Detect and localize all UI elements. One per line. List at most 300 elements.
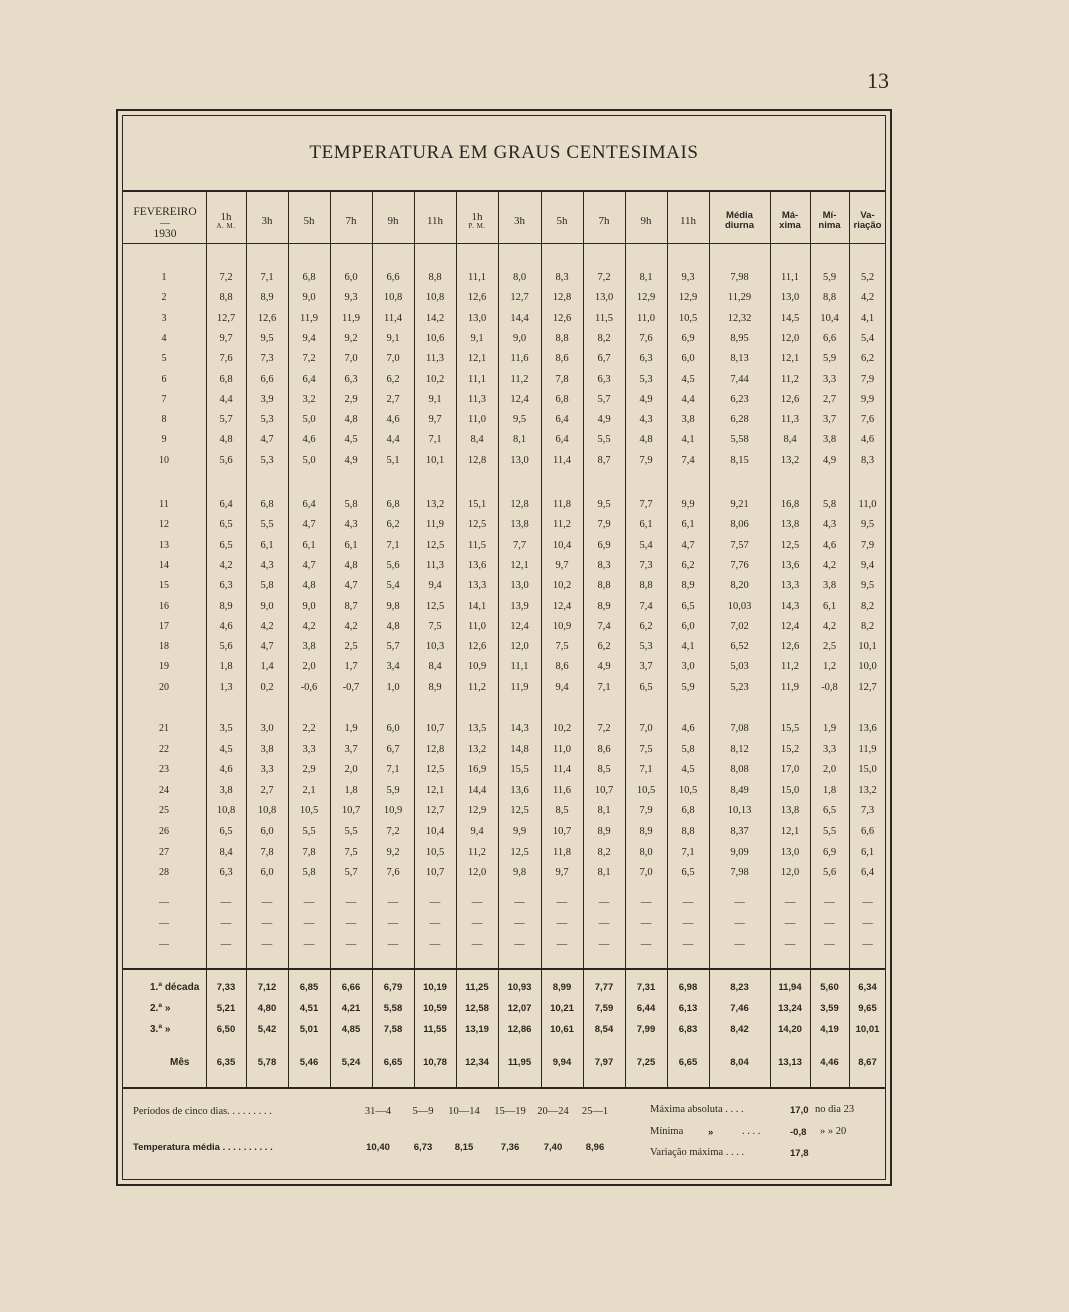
column-divider bbox=[414, 192, 415, 1087]
value-cell: 7,5 bbox=[639, 744, 653, 755]
value-cell: 4,8 bbox=[344, 414, 358, 425]
column-divider bbox=[206, 192, 207, 1087]
value-cell: 9,5 bbox=[512, 414, 527, 425]
value-cell: 2,7 bbox=[260, 785, 274, 796]
value-cell: 13,6 bbox=[510, 785, 529, 796]
value-cell: 10,9 bbox=[552, 621, 572, 632]
value-cell: 6,4 bbox=[555, 434, 569, 445]
summary-value: 8,67 bbox=[858, 1057, 877, 1068]
value-cell: — bbox=[220, 897, 232, 908]
value-cell: 13,3 bbox=[467, 580, 487, 591]
value-cell: 11,2 bbox=[468, 682, 486, 693]
value-cell: 14,3 bbox=[510, 723, 529, 734]
value-cell: — bbox=[640, 897, 652, 908]
month-header bbox=[124, 206, 206, 242]
value-cell: 4,9 bbox=[822, 455, 837, 466]
page-number: 13 bbox=[867, 68, 889, 93]
value-cell: 15,5 bbox=[780, 723, 800, 734]
value-cell: 8,0 bbox=[512, 272, 527, 283]
value-cell: 5,5 bbox=[597, 434, 611, 445]
value-cell: 3,7 bbox=[822, 414, 837, 425]
value-cell: 13,2 bbox=[858, 785, 877, 796]
value-cell: 7,8 bbox=[302, 847, 316, 858]
value-cell: 10,9 bbox=[383, 805, 403, 816]
value-cell: 13,0 bbox=[594, 292, 614, 303]
value-cell: 7,7 bbox=[639, 499, 653, 510]
day-cell: 6 bbox=[161, 374, 167, 385]
value-cell: 13,5 bbox=[467, 723, 487, 734]
column-header-main: Mí- bbox=[822, 209, 837, 221]
value-cell: 7,2 bbox=[597, 272, 611, 283]
value-cell: 6,5 bbox=[639, 682, 653, 693]
value-cell: 8,3 bbox=[597, 560, 611, 571]
value-cell: 10,7 bbox=[552, 826, 572, 837]
period-mean: 8,96 bbox=[585, 1142, 605, 1153]
value-cell: 13,8 bbox=[780, 519, 800, 530]
summary-value: 6,35 bbox=[216, 1057, 236, 1068]
value-cell: 9,9 bbox=[681, 499, 695, 510]
value-cell: 7,3 bbox=[639, 560, 653, 571]
value-cell: -0,8 bbox=[821, 682, 838, 693]
value-cell: — bbox=[471, 918, 483, 929]
value-cell: 12,0 bbox=[780, 333, 800, 344]
value-cell: 12,6 bbox=[257, 313, 277, 324]
value-cell: 17,0 bbox=[780, 764, 800, 775]
value-cell: 13,0 bbox=[780, 292, 800, 303]
value-cell: 11,4 bbox=[553, 764, 571, 775]
value-cell: 4,2 bbox=[860, 292, 875, 303]
table-row bbox=[0, 678, 1069, 698]
day-cell: — bbox=[159, 918, 169, 929]
summary-value: 4,46 bbox=[820, 1057, 839, 1068]
value-cell: 6,3 bbox=[639, 353, 653, 364]
summary-label: 3.ª » bbox=[150, 1024, 171, 1035]
value-cell: 6,5 bbox=[219, 519, 233, 530]
value-cell: 3,8 bbox=[822, 434, 837, 445]
value-cell: 7,98 bbox=[730, 272, 749, 283]
value-cell: 7,1 bbox=[260, 272, 274, 283]
value-cell: — bbox=[682, 939, 694, 950]
summary-value: 7,12 bbox=[257, 982, 277, 993]
value-cell: 11,0 bbox=[637, 313, 655, 324]
value-cell: 7,5 bbox=[428, 621, 442, 632]
column-header bbox=[288, 200, 330, 242]
day-cell: 12 bbox=[159, 519, 169, 530]
column-header-main: 1h bbox=[220, 211, 232, 224]
value-cell: — bbox=[556, 918, 568, 929]
summary-value: 4,21 bbox=[341, 1003, 361, 1014]
value-cell: — bbox=[824, 897, 835, 908]
value-cell: 10,3 bbox=[425, 641, 445, 652]
value-cell: 6,4 bbox=[555, 414, 569, 425]
value-cell: 9,3 bbox=[344, 292, 358, 303]
value-cell: 5,8 bbox=[681, 744, 695, 755]
summary-row bbox=[0, 978, 1069, 998]
summary-value: 8,54 bbox=[594, 1024, 614, 1035]
value-cell: — bbox=[303, 939, 315, 950]
summary-value: 11,94 bbox=[778, 982, 802, 993]
periods-label: Períodos de cinco dias. . . . . . . . . bbox=[133, 1106, 272, 1117]
value-cell: 2,2 bbox=[302, 723, 316, 734]
value-cell: 5,4 bbox=[860, 333, 875, 344]
summary-value: 11,95 bbox=[507, 1057, 532, 1068]
value-cell: 10,5 bbox=[425, 847, 445, 858]
value-cell: 4,8 bbox=[386, 621, 400, 632]
day-cell: 23 bbox=[159, 764, 169, 775]
value-cell: -0,6 bbox=[300, 682, 318, 693]
value-cell: 13,3 bbox=[780, 580, 800, 591]
value-cell: 6,4 bbox=[302, 499, 316, 510]
day-cell: 9 bbox=[161, 434, 167, 445]
value-cell: 6,5 bbox=[219, 540, 233, 551]
value-cell: 14,1 bbox=[467, 601, 487, 612]
value-cell: 12,0 bbox=[510, 641, 529, 652]
column-header-main: 3h bbox=[261, 214, 273, 227]
column-header-sub: A. M. bbox=[216, 222, 236, 231]
value-cell: 8,8 bbox=[639, 580, 653, 591]
value-cell: 8,3 bbox=[555, 272, 569, 283]
value-cell: 12,1 bbox=[467, 353, 487, 364]
value-cell: 6,1 bbox=[681, 519, 695, 530]
value-cell: 1,0 bbox=[386, 682, 400, 693]
column-header bbox=[498, 200, 541, 242]
value-cell: 9,5 bbox=[597, 499, 611, 510]
value-cell: 6,8 bbox=[260, 499, 274, 510]
value-cell: 12,4 bbox=[780, 621, 800, 632]
day-cell: 19 bbox=[159, 661, 169, 672]
summary-value: 6,79 bbox=[383, 982, 403, 993]
value-cell: 12,5 bbox=[780, 540, 800, 551]
value-cell: 6,8 bbox=[219, 374, 233, 385]
day-cell: 10 bbox=[159, 455, 169, 466]
value-cell: — bbox=[784, 897, 796, 908]
value-cell: 8,8 bbox=[681, 826, 695, 837]
value-cell: 5,8 bbox=[260, 580, 274, 591]
value-cell: 1,3 bbox=[219, 682, 233, 693]
column-header bbox=[330, 200, 372, 242]
value-cell: 12,5 bbox=[467, 519, 487, 530]
day-cell: 21 bbox=[159, 723, 169, 734]
value-cell: 4,4 bbox=[219, 394, 233, 405]
value-cell: 9,0 bbox=[302, 292, 316, 303]
value-cell: 9,2 bbox=[386, 847, 400, 858]
value-cell: — bbox=[429, 897, 441, 908]
var-value: 17,8 bbox=[790, 1148, 809, 1159]
value-cell: 15,2 bbox=[780, 744, 800, 755]
value-cell: 6,1 bbox=[822, 601, 837, 612]
value-cell: 16,9 bbox=[467, 764, 487, 775]
value-cell: 14,5 bbox=[780, 313, 800, 324]
value-cell: 12,0 bbox=[467, 867, 487, 878]
value-cell: 6,4 bbox=[302, 374, 316, 385]
table-row bbox=[0, 822, 1069, 842]
value-cell: 7,1 bbox=[639, 764, 653, 775]
value-cell: 7,98 bbox=[730, 867, 749, 878]
value-cell: 5,3 bbox=[639, 374, 653, 385]
summary-value: 6,44 bbox=[636, 1003, 656, 1014]
value-cell: 8,4 bbox=[219, 847, 233, 858]
summary-value: 6,50 bbox=[216, 1024, 236, 1035]
value-cell: 11,5 bbox=[468, 540, 486, 551]
value-cell: 5,5 bbox=[302, 826, 316, 837]
title-underline bbox=[122, 190, 886, 192]
value-cell: 12,5 bbox=[425, 601, 445, 612]
value-cell: — bbox=[345, 897, 357, 908]
value-cell: — bbox=[261, 939, 273, 950]
value-cell: 8,5 bbox=[555, 805, 569, 816]
column-header-main: Va- bbox=[860, 209, 875, 221]
column-header-sub: riação bbox=[853, 220, 882, 231]
value-cell: 7,57 bbox=[730, 540, 749, 551]
value-cell: 10,7 bbox=[594, 785, 614, 796]
value-cell: 8,08 bbox=[730, 764, 749, 775]
table-row bbox=[0, 893, 1069, 913]
value-cell: 13,2 bbox=[780, 455, 800, 466]
value-cell: 3,8 bbox=[260, 744, 274, 755]
value-cell: 5,23 bbox=[730, 682, 749, 693]
value-cell: 4,1 bbox=[681, 434, 695, 445]
value-cell: 4,4 bbox=[386, 434, 400, 445]
value-cell: — bbox=[824, 939, 835, 950]
value-cell: 6,0 bbox=[681, 353, 695, 364]
value-cell: 4,6 bbox=[219, 764, 233, 775]
summary-value: 11,55 bbox=[423, 1024, 447, 1035]
value-cell: 10,8 bbox=[257, 805, 277, 816]
value-cell: 13,0 bbox=[780, 847, 800, 858]
value-cell: 12,6 bbox=[552, 313, 572, 324]
summary-value: 7,33 bbox=[216, 982, 236, 993]
value-cell: 5,7 bbox=[386, 641, 400, 652]
value-cell: 9,0 bbox=[260, 601, 274, 612]
value-cell: — bbox=[471, 897, 483, 908]
day-cell: 25 bbox=[159, 805, 169, 816]
value-cell: 12,7 bbox=[425, 805, 445, 816]
summary-value: 10,59 bbox=[423, 1003, 447, 1014]
table-row bbox=[0, 410, 1069, 430]
value-cell: 9,7 bbox=[555, 560, 569, 571]
value-cell: 7,0 bbox=[639, 723, 653, 734]
value-cell: 12,4 bbox=[552, 601, 572, 612]
value-cell: 1,8 bbox=[219, 661, 233, 672]
value-cell: 11,1 bbox=[468, 374, 486, 385]
max-abs-value: 17,0 bbox=[790, 1105, 809, 1116]
value-cell: — bbox=[734, 939, 745, 950]
value-cell: 4,3 bbox=[822, 519, 837, 530]
value-cell: 5,9 bbox=[822, 272, 837, 283]
column-header-main: 7h bbox=[598, 214, 610, 227]
table-row bbox=[0, 495, 1069, 515]
value-cell: 4,6 bbox=[822, 540, 837, 551]
value-cell: 6,9 bbox=[597, 540, 611, 551]
summary-label: 1.ª década bbox=[150, 982, 200, 993]
table-row bbox=[0, 740, 1069, 760]
value-cell: 6,1 bbox=[639, 519, 653, 530]
value-cell: — bbox=[345, 918, 357, 929]
var-label: Variação máxima . . . . bbox=[650, 1147, 745, 1158]
value-cell: — bbox=[824, 918, 835, 929]
value-cell: 8,7 bbox=[344, 601, 358, 612]
value-cell: 3,3 bbox=[822, 744, 837, 755]
value-cell: 5,5 bbox=[822, 826, 837, 837]
summary-label: 2.ª » bbox=[150, 1003, 171, 1014]
table-row bbox=[0, 556, 1069, 576]
value-cell: 10,2 bbox=[425, 374, 445, 385]
value-cell: 6,7 bbox=[597, 353, 611, 364]
value-cell: — bbox=[429, 918, 441, 929]
value-cell: 12,9 bbox=[678, 292, 698, 303]
summary-value: 10,78 bbox=[423, 1057, 447, 1068]
value-cell: 12,9 bbox=[636, 292, 656, 303]
value-cell: 5,8 bbox=[822, 499, 837, 510]
summary-value: 7,46 bbox=[730, 1003, 749, 1014]
column-header bbox=[770, 200, 810, 242]
value-cell: 6,2 bbox=[386, 519, 400, 530]
summary-value: 4,80 bbox=[257, 1003, 277, 1014]
value-cell: 13,2 bbox=[425, 499, 445, 510]
value-cell: 4,6 bbox=[219, 621, 233, 632]
value-cell: 5,9 bbox=[822, 353, 837, 364]
value-cell: 7,8 bbox=[555, 374, 569, 385]
value-cell: 7,9 bbox=[860, 540, 875, 551]
summary-value: 4,51 bbox=[299, 1003, 319, 1014]
mean-label: Temperatura média . . . . . . . . . . bbox=[133, 1142, 273, 1153]
value-cell: 8,49 bbox=[730, 785, 749, 796]
value-cell: 11,29 bbox=[727, 292, 752, 303]
value-cell: 6,0 bbox=[260, 826, 274, 837]
value-cell: — bbox=[261, 918, 273, 929]
value-cell: 6,6 bbox=[822, 333, 837, 344]
period-label: 5—9 bbox=[412, 1106, 434, 1117]
value-cell: 12,5 bbox=[425, 764, 445, 775]
value-cell: 11,2 bbox=[781, 374, 799, 385]
summary-row bbox=[0, 999, 1069, 1019]
max-abs-tail: no dia 23 bbox=[815, 1104, 855, 1115]
day-cell: 16 bbox=[159, 601, 169, 612]
value-cell: 3,0 bbox=[681, 661, 695, 672]
value-cell: 9,3 bbox=[681, 272, 695, 283]
table-row bbox=[0, 576, 1069, 596]
summary-value: 6,85 bbox=[299, 982, 319, 993]
value-cell: 9,4 bbox=[302, 333, 316, 344]
value-cell: 9,7 bbox=[219, 333, 233, 344]
summary-value: 12,58 bbox=[465, 1003, 489, 1014]
day-cell: 27 bbox=[159, 847, 169, 858]
value-cell: — bbox=[556, 897, 568, 908]
value-cell: — bbox=[514, 939, 525, 950]
value-cell: 12,4 bbox=[510, 394, 529, 405]
value-cell: 10,1 bbox=[858, 641, 877, 652]
value-cell: 7,3 bbox=[860, 805, 875, 816]
value-cell: 5,58 bbox=[730, 434, 749, 445]
table-row bbox=[0, 935, 1069, 955]
value-cell: 11,2 bbox=[510, 374, 529, 385]
day-cell: — bbox=[159, 939, 169, 950]
value-cell: 3,8 bbox=[219, 785, 233, 796]
value-cell: 8,3 bbox=[860, 455, 875, 466]
value-cell: 4,7 bbox=[344, 580, 358, 591]
value-cell: -0,7 bbox=[342, 682, 360, 693]
value-cell: 9,9 bbox=[860, 394, 875, 405]
summary-value: 13,24 bbox=[778, 1003, 802, 1014]
day-cell: 13 bbox=[159, 540, 169, 551]
table-row bbox=[0, 801, 1069, 821]
value-cell: 12,0 bbox=[780, 867, 800, 878]
value-cell: 12,6 bbox=[467, 641, 487, 652]
value-cell: 10,7 bbox=[425, 867, 445, 878]
value-cell: 8,2 bbox=[860, 621, 875, 632]
summary-value: 5,42 bbox=[257, 1024, 277, 1035]
column-divider bbox=[541, 192, 542, 1087]
value-cell: 7,5 bbox=[555, 641, 569, 652]
value-cell: 3,3 bbox=[260, 764, 274, 775]
value-cell: 8,6 bbox=[555, 353, 569, 364]
day-cell: 8 bbox=[161, 414, 167, 425]
value-cell: — bbox=[345, 939, 357, 950]
value-cell: 4,5 bbox=[219, 744, 233, 755]
summary-value: 5,21 bbox=[216, 1003, 236, 1014]
value-cell: 15,0 bbox=[780, 785, 800, 796]
value-cell: 12,7 bbox=[510, 292, 529, 303]
value-cell: 6,3 bbox=[597, 374, 611, 385]
day-cell: 7 bbox=[161, 394, 167, 405]
value-cell: 4,5 bbox=[681, 764, 695, 775]
value-cell: 8,8 bbox=[428, 272, 442, 283]
period-mean: 7,40 bbox=[543, 1142, 563, 1153]
column-header-main: Média bbox=[726, 209, 753, 221]
period-label: 10—14 bbox=[448, 1106, 480, 1117]
value-cell: 6,2 bbox=[597, 641, 611, 652]
value-cell: 5,0 bbox=[302, 414, 316, 425]
value-cell: 1,9 bbox=[822, 723, 837, 734]
value-cell: 6,0 bbox=[386, 723, 400, 734]
value-cell: 12,7 bbox=[858, 682, 877, 693]
value-cell: 13,6 bbox=[780, 560, 800, 571]
column-divider bbox=[849, 192, 850, 1087]
value-cell: — bbox=[303, 918, 315, 929]
value-cell: 6,1 bbox=[860, 847, 875, 858]
value-cell: 6,2 bbox=[639, 621, 653, 632]
value-cell: 11,9 bbox=[342, 313, 360, 324]
value-cell: 9,4 bbox=[555, 682, 569, 693]
table-row bbox=[0, 329, 1069, 349]
value-cell: — bbox=[734, 897, 745, 908]
value-cell: 6,5 bbox=[681, 867, 695, 878]
value-cell: — bbox=[862, 918, 873, 929]
summary-value: 7,77 bbox=[594, 982, 614, 993]
value-cell: 12,7 bbox=[216, 313, 236, 324]
value-cell: 6,6 bbox=[260, 374, 274, 385]
value-cell: 10,8 bbox=[216, 805, 236, 816]
value-cell: 13,8 bbox=[780, 805, 800, 816]
column-header bbox=[709, 200, 770, 242]
value-cell: 14,2 bbox=[425, 313, 445, 324]
value-cell: 5,3 bbox=[639, 641, 653, 652]
value-cell: — bbox=[514, 918, 525, 929]
value-cell: 8,12 bbox=[730, 744, 749, 755]
summary-value: 8,42 bbox=[730, 1024, 749, 1035]
summary-value: 12,34 bbox=[465, 1057, 489, 1068]
value-cell: 8,6 bbox=[555, 661, 569, 672]
value-cell: 4,2 bbox=[344, 621, 358, 632]
value-cell: 9,7 bbox=[555, 867, 569, 878]
summary-value: 6,83 bbox=[678, 1024, 698, 1035]
value-cell: 10,13 bbox=[727, 805, 752, 816]
column-header bbox=[372, 200, 414, 242]
summary-value: 10,21 bbox=[550, 1003, 574, 1014]
value-cell: 12,1 bbox=[780, 353, 800, 364]
table-row bbox=[0, 370, 1069, 390]
value-cell: 2,7 bbox=[822, 394, 837, 405]
